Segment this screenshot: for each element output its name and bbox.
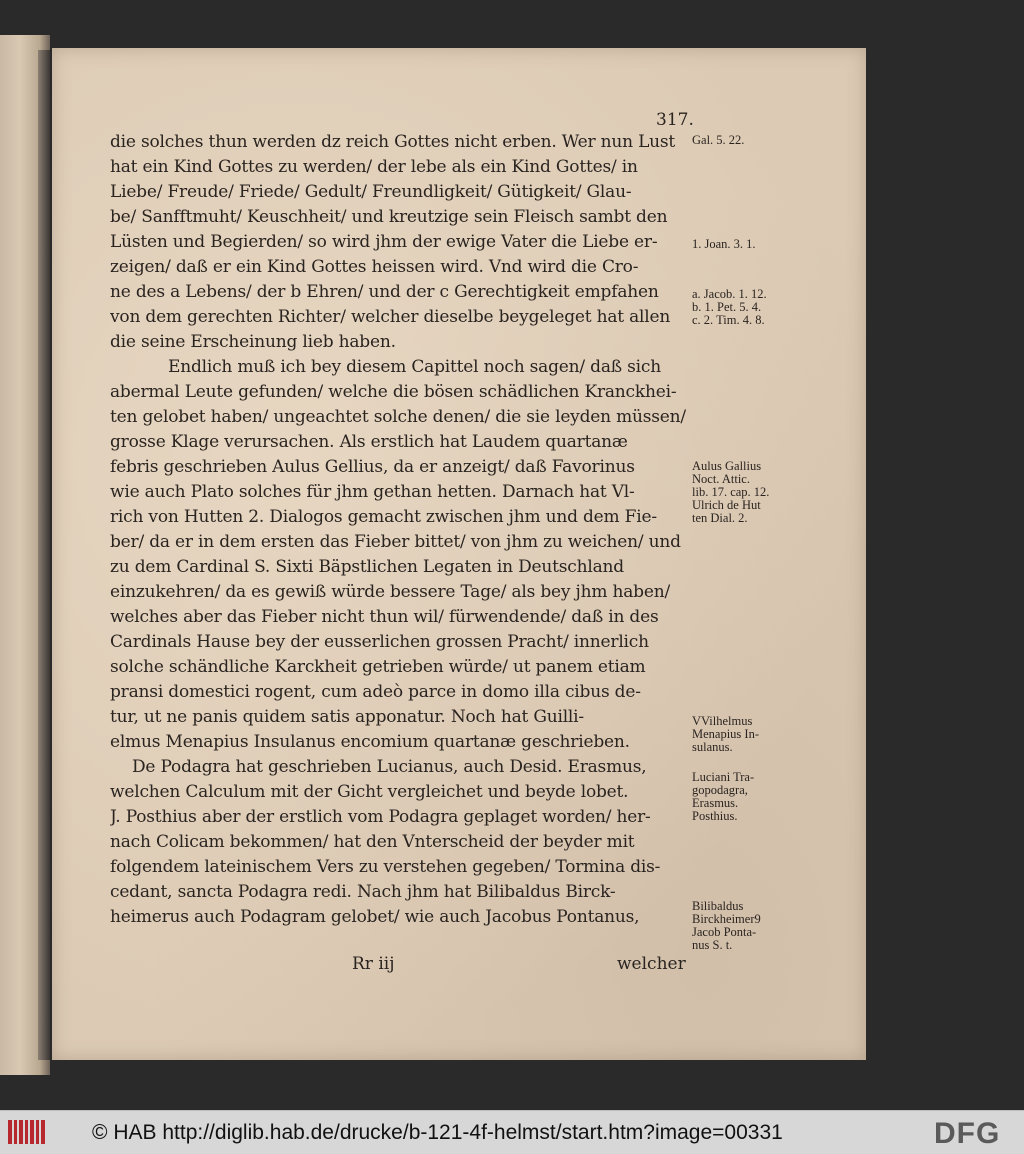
page-number: 317.: [656, 110, 694, 130]
marginal-note-line: ten Dial. 2.: [692, 511, 748, 525]
marginal-note-line: gopodagra,: [692, 783, 748, 797]
holder-name: HAB: [113, 1121, 157, 1144]
copyright-credit: [92, 1121, 783, 1145]
text-line: ber/ da er in dem ersten das Fieber bittet/ von jhm zu weichen/ und: [110, 532, 681, 552]
source-url-link[interactable]: http://diglib.hab.de/drucke/b-121-4f-helmst/start.htm?image=00331: [162, 1121, 783, 1144]
text-line: be/ Sanfftmuht/ Keuschheit/ und kreutzige sein Fleisch sambt den: [110, 207, 668, 227]
text-line: heimerus auch Podagram gelobet/ wie auch Jacobus Pontanus,: [110, 907, 640, 927]
text-line: Endlich muß ich bey diesem Capittel noch sagen/ daß sich: [168, 357, 661, 377]
marginal-note-line: Jacob Ponta-: [692, 925, 757, 939]
text-line: abermal Leute gefunden/ welche die bösen schädlichen Kranckhei-: [110, 382, 677, 402]
marginal-note-line: Birckheimer9: [692, 912, 761, 926]
catchword: welcher: [617, 954, 686, 974]
hab-logo-icon: [6, 1117, 48, 1147]
marginal-note-line: Menapius In-: [692, 727, 759, 741]
copyright-symbol: ©: [92, 1121, 108, 1144]
text-line: einzukehren/ da es gewiß würde bessere Tage/ als bey jhm haben/: [110, 582, 670, 602]
text-line: ten gelobet haben/ ungeachtet solche denen/ die sie leyden müssen/: [110, 407, 686, 427]
marginal-note: [692, 238, 812, 251]
text-line: elmus Menapius Insulanus encomium quartanæ geschrieben.: [110, 732, 630, 752]
marginal-note-line: Posthius.: [692, 809, 738, 823]
text-line: Lüsten und Begierden/ so wird jhm der ewige Vater die Liebe er-: [110, 232, 658, 252]
text-line: rich von Hutten 2. Dialogos gemacht zwischen jhm und dem Fie-: [110, 507, 657, 527]
marginal-note-line: VVilhelmus: [692, 714, 753, 728]
marginal-note: [692, 460, 812, 525]
footer-bar: [0, 1110, 1024, 1154]
marginal-note-line: Noct. Attic.: [692, 472, 750, 486]
text-line: solche schändliche Karckheit getrieben würde/ ut panem etiam: [110, 657, 646, 677]
marginal-note-line: lib. 17. cap. 12.: [692, 485, 770, 499]
text-line: zu dem Cardinal S. Sixti Bäpstlichen Legaten in Deutschland: [110, 557, 624, 577]
marginal-note: [692, 900, 812, 952]
book-page-scan: [52, 48, 866, 1060]
marginal-note-line: Luciani Tra-: [692, 770, 755, 784]
text-line: grosse Klage verursachen. Als erstlich hat Laudem quartanæ: [110, 432, 628, 452]
text-line: Cardinals Hause bey der eusserlichen grossen Pracht/ innerlich: [110, 632, 649, 652]
marginal-note-line: b. 1. Pet. 5. 4.: [692, 300, 762, 314]
marginal-note-line: Ulrich de Hut: [692, 498, 761, 512]
marginal-note-line: 1. Joan. 3. 1.: [692, 237, 756, 251]
text-line: hat ein Kind Gottes zu werden/ der lebe als ein Kind Gottes/ in: [110, 157, 638, 177]
marginal-note-line: sulanus.: [692, 740, 733, 754]
marginal-note: [692, 771, 812, 823]
marginal-note-line: Bilibaldus: [692, 899, 744, 913]
marginal-note-line: a. Jacob. 1. 12.: [692, 287, 767, 301]
dfg-logo: DFG: [934, 1117, 1001, 1150]
marginal-note-line: c. 2. Tim. 4. 8.: [692, 313, 765, 327]
text-line: zeigen/ daß er ein Kind Gottes heissen wird. Vnd wird die Cro-: [110, 257, 639, 277]
text-line: die seine Erscheinung lieb haben.: [110, 332, 396, 352]
text-line: Liebe/ Freude/ Friede/ Gedult/ Freundligkeit/ Gütigkeit/ Glau-: [110, 182, 632, 202]
text-line: welches aber das Fieber nicht thun wil/ fürwendende/ daß in des: [110, 607, 659, 627]
text-line: wie auch Plato solches für jhm gethan hetten. Darnach hat Vl-: [110, 482, 635, 502]
text-line: ne des a Lebens/ der b Ehren/ und der c Gerechtigkeit empfahen: [110, 282, 659, 302]
marginal-note-line: Gal. 5. 22.: [692, 133, 745, 147]
marginalia: [52, 48, 866, 1060]
text-line: tur, ut ne panis quidem satis apponatur. Noch hat Guilli-: [110, 707, 584, 727]
marginal-note-line: Aulus Gallius: [692, 459, 762, 473]
text-line: febris geschrieben Aulus Gellius, da er anzeigt/ daß Favorinus: [110, 457, 635, 477]
text-line: pransi domestici rogent, cum adeò parce in domo illa cibus de-: [110, 682, 641, 702]
signature-mark: Rr iij: [352, 954, 395, 974]
text-line: von dem gerechten Richter/ welcher dieselbe beygeleget hat allen: [110, 307, 671, 327]
text-line: welchen Calculum mit der Gicht vergleichet und beyde lobet.: [110, 782, 629, 802]
marginal-note: [692, 288, 812, 327]
text-line: De Podagra hat geschrieben Lucianus, auch Desid. Erasmus,: [132, 757, 647, 777]
marginal-note-line: nus S. t.: [692, 938, 733, 952]
text-line: J. Posthius aber der erstlich vom Podagra geplaget worden/ her-: [110, 807, 651, 827]
text-line: folgendem lateinischem Vers zu verstehen gegeben/ Tormina dis-: [110, 857, 661, 877]
page-gutter-shadow: [38, 50, 50, 1060]
marginal-note: [692, 715, 812, 754]
marginal-note-line: Erasmus.: [692, 796, 739, 810]
text-line: cedant, sancta Podagra redi. Nach jhm hat Bilibaldus Birck-: [110, 882, 616, 902]
marginal-note: [692, 134, 812, 147]
text-line: die solches thun werden dz reich Gottes nicht erben. Wer nun Lust: [110, 132, 676, 152]
text-line: nach Colicam bekommen/ hat den Vnterscheid der beyder mit: [110, 832, 635, 852]
